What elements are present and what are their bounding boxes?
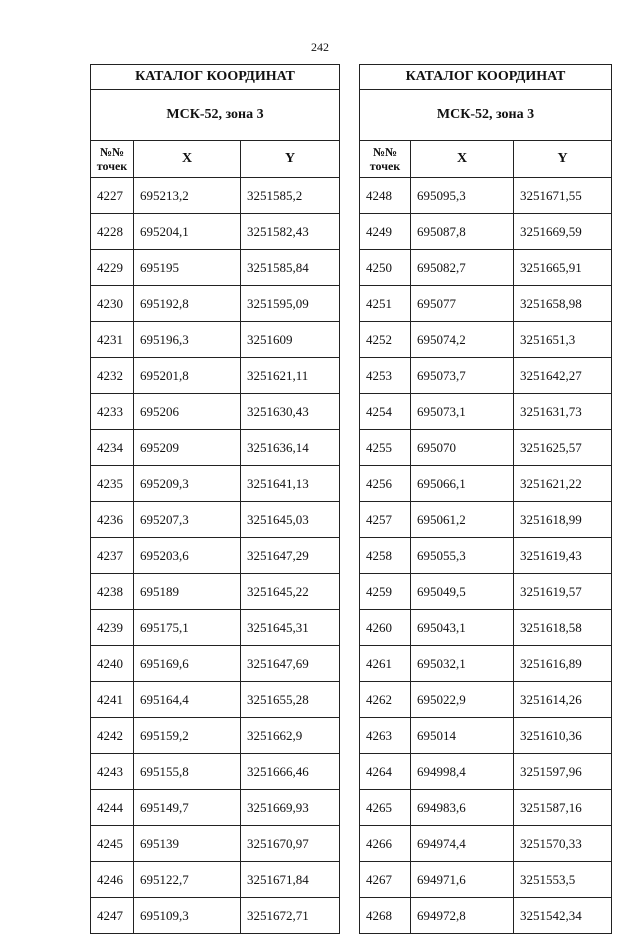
- y-coordinate-cell: 3251642,27: [514, 358, 612, 394]
- point-number-cell: 4249: [360, 214, 411, 250]
- header-num-line1: №№: [99, 145, 125, 159]
- column-header-point-number: [360, 141, 411, 178]
- x-coordinate-cell: 695055,3: [411, 538, 514, 574]
- x-coordinate-cell: 695164,4: [134, 682, 241, 718]
- y-coordinate-cell: 3251630,43: [241, 394, 340, 430]
- y-coordinate-cell: 3251645,22: [241, 574, 340, 610]
- table-row: [91, 898, 340, 934]
- point-number-cell: 4233: [91, 394, 134, 430]
- table-row: [91, 250, 340, 286]
- point-number-cell: 4264: [360, 754, 411, 790]
- table-row: [360, 214, 612, 250]
- point-number-cell: 4268: [360, 898, 411, 934]
- point-number-cell: 4267: [360, 862, 411, 898]
- header-num-line2: точек: [96, 159, 128, 173]
- y-coordinate-cell: 3251647,69: [241, 646, 340, 682]
- table-row: [91, 430, 340, 466]
- point-number-cell: 4250: [360, 250, 411, 286]
- x-coordinate-cell: 695159,2: [134, 718, 241, 754]
- point-number-cell: 4237: [91, 538, 134, 574]
- point-number-cell: 4240: [91, 646, 134, 682]
- y-coordinate-cell: 3251618,58: [514, 610, 612, 646]
- table-row: [360, 898, 612, 934]
- point-number-cell: 4246: [91, 862, 134, 898]
- table-row: [360, 646, 612, 682]
- table-row: [91, 178, 340, 214]
- point-number-cell: 4253: [360, 358, 411, 394]
- point-number-cell: 4229: [91, 250, 134, 286]
- table-row: [360, 826, 612, 862]
- x-coordinate-cell: 695073,7: [411, 358, 514, 394]
- table-row: [360, 466, 612, 502]
- table-row: [360, 682, 612, 718]
- point-number-cell: 4243: [91, 754, 134, 790]
- x-coordinate-cell: 695207,3: [134, 502, 241, 538]
- table-row: [91, 646, 340, 682]
- catalog-title: КАТАЛОГ КООРДИНАТ: [91, 65, 340, 90]
- table-row: [91, 394, 340, 430]
- table-row: [91, 502, 340, 538]
- column-header-y: Y: [514, 141, 612, 178]
- y-coordinate-cell: 3251666,46: [241, 754, 340, 790]
- point-number-cell: 4252: [360, 322, 411, 358]
- x-coordinate-cell: 694998,4: [411, 754, 514, 790]
- point-number-cell: 4245: [91, 826, 134, 862]
- table-row: [91, 214, 340, 250]
- x-coordinate-cell: 695203,6: [134, 538, 241, 574]
- x-coordinate-cell: 694974,4: [411, 826, 514, 862]
- y-coordinate-cell: 3251671,55: [514, 178, 612, 214]
- table-row: [360, 754, 612, 790]
- y-coordinate-cell: 3251597,96: [514, 754, 612, 790]
- y-coordinate-cell: 3251645,31: [241, 610, 340, 646]
- point-number-cell: 4242: [91, 718, 134, 754]
- column-header-point-number: [91, 141, 134, 178]
- x-coordinate-cell: 695109,3: [134, 898, 241, 934]
- x-coordinate-cell: 695082,7: [411, 250, 514, 286]
- x-coordinate-cell: 695022,9: [411, 682, 514, 718]
- table-row: [91, 610, 340, 646]
- y-coordinate-cell: 3251669,93: [241, 790, 340, 826]
- y-coordinate-cell: 3251619,43: [514, 538, 612, 574]
- y-coordinate-cell: 3251645,03: [241, 502, 340, 538]
- table-row: [360, 502, 612, 538]
- point-number-cell: 4235: [91, 466, 134, 502]
- x-coordinate-cell: 695204,1: [134, 214, 241, 250]
- x-coordinate-cell: 695070: [411, 430, 514, 466]
- y-coordinate-cell: 3251582,43: [241, 214, 340, 250]
- y-coordinate-cell: 3251670,97: [241, 826, 340, 862]
- page-number: 242: [311, 40, 329, 54]
- point-number-cell: 4227: [91, 178, 134, 214]
- point-number-cell: 4239: [91, 610, 134, 646]
- table-row: [91, 286, 340, 322]
- y-coordinate-cell: 3251636,14: [241, 430, 340, 466]
- table-row: [91, 790, 340, 826]
- table-row: [360, 718, 612, 754]
- x-coordinate-cell: 695077: [411, 286, 514, 322]
- point-number-cell: 4234: [91, 430, 134, 466]
- point-number-cell: 4263: [360, 718, 411, 754]
- table-row: [91, 322, 340, 358]
- y-coordinate-cell: 3251662,9: [241, 718, 340, 754]
- x-coordinate-cell: 695209: [134, 430, 241, 466]
- point-number-cell: 4259: [360, 574, 411, 610]
- x-coordinate-cell: 695073,1: [411, 394, 514, 430]
- y-coordinate-cell: 3251570,33: [514, 826, 612, 862]
- x-coordinate-cell: 694983,6: [411, 790, 514, 826]
- table-row: [91, 718, 340, 754]
- x-coordinate-cell: 695213,2: [134, 178, 241, 214]
- x-coordinate-cell: 695155,8: [134, 754, 241, 790]
- table-row: [360, 538, 612, 574]
- point-number-cell: 4257: [360, 502, 411, 538]
- y-coordinate-cell: 3251631,73: [514, 394, 612, 430]
- x-coordinate-cell: 695175,1: [134, 610, 241, 646]
- y-coordinate-cell: 3251610,36: [514, 718, 612, 754]
- table-row: [91, 358, 340, 394]
- table-row: [91, 466, 340, 502]
- x-coordinate-cell: 695149,7: [134, 790, 241, 826]
- catalog-title: КАТАЛОГ КООРДИНАТ: [360, 65, 612, 90]
- x-coordinate-cell: 695122,7: [134, 862, 241, 898]
- point-number-cell: 4258: [360, 538, 411, 574]
- y-coordinate-cell: 3251616,89: [514, 646, 612, 682]
- column-header-x: X: [411, 141, 514, 178]
- coordinate-catalog-right: [359, 64, 612, 934]
- x-coordinate-cell: 695087,8: [411, 214, 514, 250]
- x-coordinate-cell: 695192,8: [134, 286, 241, 322]
- table-row: [91, 754, 340, 790]
- coordinate-system: МСК-52, зона 3: [360, 90, 612, 141]
- y-coordinate-cell: 3251665,91: [514, 250, 612, 286]
- x-coordinate-cell: 695066,1: [411, 466, 514, 502]
- table-row: [360, 430, 612, 466]
- table-row: [360, 574, 612, 610]
- column-header-x: X: [134, 141, 241, 178]
- x-coordinate-cell: 694971,6: [411, 862, 514, 898]
- x-coordinate-cell: 695032,1: [411, 646, 514, 682]
- x-coordinate-cell: 695189: [134, 574, 241, 610]
- x-coordinate-cell: 695049,5: [411, 574, 514, 610]
- y-coordinate-cell: 3251641,13: [241, 466, 340, 502]
- y-coordinate-cell: 3251625,57: [514, 430, 612, 466]
- x-coordinate-cell: 695074,2: [411, 322, 514, 358]
- y-coordinate-cell: 3251595,09: [241, 286, 340, 322]
- point-number-cell: 4266: [360, 826, 411, 862]
- x-coordinate-cell: 695196,3: [134, 322, 241, 358]
- table-row: [360, 358, 612, 394]
- point-number-cell: 4232: [91, 358, 134, 394]
- header-num-line2: точек: [369, 159, 401, 173]
- x-coordinate-cell: 695043,1: [411, 610, 514, 646]
- point-number-cell: 4248: [360, 178, 411, 214]
- y-coordinate-cell: 3251672,71: [241, 898, 340, 934]
- y-coordinate-cell: 3251585,84: [241, 250, 340, 286]
- y-coordinate-cell: 3251614,26: [514, 682, 612, 718]
- point-number-cell: 4251: [360, 286, 411, 322]
- y-coordinate-cell: 3251585,2: [241, 178, 340, 214]
- table-row: [360, 178, 612, 214]
- table-row: [360, 862, 612, 898]
- table-row: [91, 682, 340, 718]
- y-coordinate-cell: 3251619,57: [514, 574, 612, 610]
- point-number-cell: 4255: [360, 430, 411, 466]
- point-number-cell: 4238: [91, 574, 134, 610]
- point-number-cell: 4241: [91, 682, 134, 718]
- y-coordinate-cell: 3251651,3: [514, 322, 612, 358]
- x-coordinate-cell: 695095,3: [411, 178, 514, 214]
- table-row: [360, 322, 612, 358]
- x-coordinate-cell: 695195: [134, 250, 241, 286]
- table-row: [91, 826, 340, 862]
- y-coordinate-cell: 3251655,28: [241, 682, 340, 718]
- column-header-y: Y: [241, 141, 340, 178]
- table-row: [360, 790, 612, 826]
- point-number-cell: 4261: [360, 646, 411, 682]
- coordinate-system: МСК-52, зона 3: [91, 90, 340, 141]
- table-row: [360, 286, 612, 322]
- y-coordinate-cell: 3251609: [241, 322, 340, 358]
- point-number-cell: 4231: [91, 322, 134, 358]
- point-number-cell: 4260: [360, 610, 411, 646]
- x-coordinate-cell: 695201,8: [134, 358, 241, 394]
- y-coordinate-cell: 3251671,84: [241, 862, 340, 898]
- point-number-cell: 4254: [360, 394, 411, 430]
- x-coordinate-cell: 695169,6: [134, 646, 241, 682]
- x-coordinate-cell: 694972,8: [411, 898, 514, 934]
- table-row: [360, 250, 612, 286]
- header-num-line1: №№: [372, 145, 398, 159]
- y-coordinate-cell: 3251542,34: [514, 898, 612, 934]
- point-number-cell: 4244: [91, 790, 134, 826]
- table-row: [91, 574, 340, 610]
- table-row: [91, 538, 340, 574]
- table-row: [91, 862, 340, 898]
- point-number-cell: 4230: [91, 286, 134, 322]
- table-row: [360, 610, 612, 646]
- point-number-cell: 4247: [91, 898, 134, 934]
- y-coordinate-cell: 3251553,5: [514, 862, 612, 898]
- point-number-cell: 4236: [91, 502, 134, 538]
- point-number-cell: 4262: [360, 682, 411, 718]
- coordinate-catalog-left: [90, 64, 340, 934]
- point-number-cell: 4265: [360, 790, 411, 826]
- x-coordinate-cell: 695209,3: [134, 466, 241, 502]
- y-coordinate-cell: 3251587,16: [514, 790, 612, 826]
- y-coordinate-cell: 3251621,22: [514, 466, 612, 502]
- y-coordinate-cell: 3251618,99: [514, 502, 612, 538]
- x-coordinate-cell: 695014: [411, 718, 514, 754]
- x-coordinate-cell: 695206: [134, 394, 241, 430]
- y-coordinate-cell: 3251658,98: [514, 286, 612, 322]
- x-coordinate-cell: 695061,2: [411, 502, 514, 538]
- table-row: [360, 394, 612, 430]
- y-coordinate-cell: 3251647,29: [241, 538, 340, 574]
- point-number-cell: 4228: [91, 214, 134, 250]
- x-coordinate-cell: 695139: [134, 826, 241, 862]
- y-coordinate-cell: 3251621,11: [241, 358, 340, 394]
- y-coordinate-cell: 3251669,59: [514, 214, 612, 250]
- point-number-cell: 4256: [360, 466, 411, 502]
